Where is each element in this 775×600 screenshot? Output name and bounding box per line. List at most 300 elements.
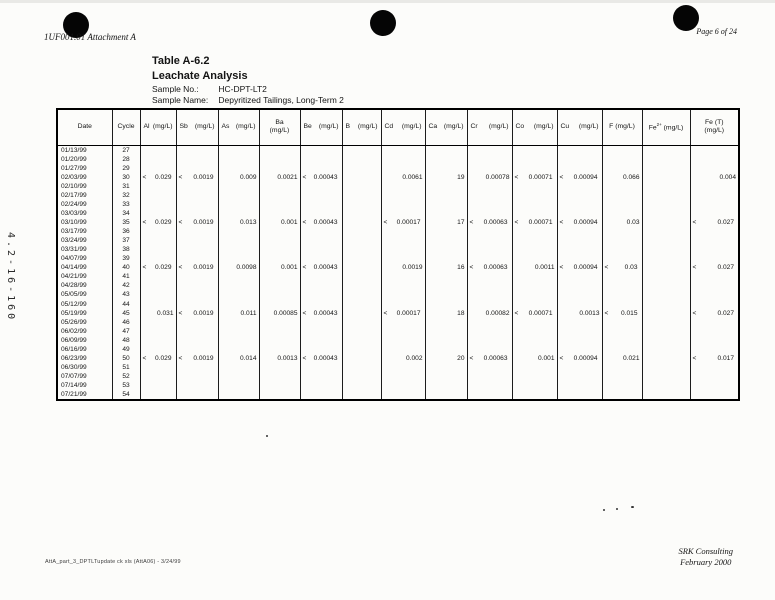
value-cell bbox=[381, 245, 425, 254]
value-cell: 0.031 bbox=[140, 309, 176, 318]
value-cell bbox=[381, 155, 425, 164]
value-cell bbox=[557, 390, 602, 400]
value-cell bbox=[690, 182, 739, 191]
value-cell bbox=[425, 318, 467, 327]
header-row bbox=[57, 109, 739, 145]
table-row bbox=[57, 300, 739, 309]
value-cell bbox=[642, 363, 690, 372]
leachate-analysis-table bbox=[56, 108, 740, 401]
table-row bbox=[57, 390, 739, 400]
value-cell bbox=[425, 245, 467, 254]
value-cell bbox=[300, 227, 342, 236]
value-cell bbox=[557, 191, 602, 200]
value-cell bbox=[218, 318, 259, 327]
value-cell bbox=[381, 200, 425, 209]
value-cell bbox=[300, 164, 342, 173]
value-cell bbox=[602, 155, 642, 164]
cycle-cell: 45 bbox=[112, 309, 140, 318]
scan-speck bbox=[266, 435, 268, 437]
footer-filename: AttA_part_3_DPTLTupdate ck xls (AttA06) - 3/24/99 bbox=[45, 559, 181, 565]
date-cell: 05/05/99 bbox=[61, 291, 87, 299]
value-cell: < 0.029 bbox=[140, 263, 176, 272]
value-cell bbox=[176, 209, 218, 218]
value-cell bbox=[690, 290, 739, 299]
value-cell bbox=[381, 372, 425, 381]
cycle-cell: 52 bbox=[112, 372, 140, 381]
value-cell bbox=[300, 345, 342, 354]
value-cell bbox=[342, 164, 381, 173]
value-cell bbox=[140, 345, 176, 354]
column-header: Co (mg/L) bbox=[512, 109, 557, 145]
value-cell bbox=[300, 300, 342, 309]
value-cell bbox=[140, 155, 176, 164]
date-cell: 05/12/99 bbox=[61, 300, 87, 308]
value-cell bbox=[512, 164, 557, 173]
value-cell bbox=[602, 290, 642, 299]
value-cell: < 0.03 bbox=[602, 263, 642, 272]
value-cell bbox=[690, 227, 739, 236]
value-cell bbox=[218, 254, 259, 263]
value-cell bbox=[176, 372, 218, 381]
column-header: Sb (mg/L) bbox=[176, 109, 218, 145]
value-cell bbox=[259, 182, 300, 191]
value-cell bbox=[176, 390, 218, 400]
date-cell: 03/03/99 bbox=[61, 209, 87, 217]
column-header: Date bbox=[57, 109, 112, 145]
value-cell bbox=[425, 191, 467, 200]
value-cell: < 0.027 bbox=[690, 309, 739, 318]
value-cell bbox=[467, 164, 512, 173]
value-cell bbox=[690, 209, 739, 218]
value-cell: 0.014 bbox=[218, 354, 259, 363]
value-cell: 0.0011 bbox=[512, 263, 557, 272]
value-cell: < 0.00043 bbox=[300, 173, 342, 182]
value-cell bbox=[218, 145, 259, 155]
table-row bbox=[57, 263, 739, 272]
value-cell: 0.001 bbox=[259, 218, 300, 227]
value-cell bbox=[342, 245, 381, 254]
value-cell bbox=[602, 363, 642, 372]
value-cell bbox=[557, 363, 602, 372]
value-cell bbox=[602, 390, 642, 400]
value-cell: 20 bbox=[425, 354, 467, 363]
value-cell bbox=[342, 227, 381, 236]
value-cell bbox=[425, 254, 467, 263]
value-cell bbox=[259, 345, 300, 354]
footer-date: February 2000 bbox=[680, 557, 732, 568]
cycle-cell: 42 bbox=[112, 281, 140, 290]
value-cell bbox=[381, 336, 425, 345]
hole-punch-icon bbox=[370, 10, 396, 36]
value-cell bbox=[425, 182, 467, 191]
value-cell bbox=[642, 327, 690, 336]
value-cell bbox=[381, 145, 425, 155]
value-cell bbox=[602, 336, 642, 345]
value-cell bbox=[512, 372, 557, 381]
value-cell bbox=[690, 372, 739, 381]
value-cell bbox=[342, 236, 381, 245]
value-cell: 18 bbox=[425, 309, 467, 318]
value-cell bbox=[642, 155, 690, 164]
cycle-cell: 47 bbox=[112, 327, 140, 336]
value-cell bbox=[512, 182, 557, 191]
date-cell: 06/02/99 bbox=[61, 327, 87, 335]
value-cell: < 0.029 bbox=[140, 354, 176, 363]
value-cell bbox=[602, 318, 642, 327]
value-cell bbox=[218, 182, 259, 191]
value-cell bbox=[467, 191, 512, 200]
value-cell bbox=[512, 363, 557, 372]
value-cell: < 0.00017 bbox=[381, 309, 425, 318]
value-cell bbox=[512, 200, 557, 209]
value-cell bbox=[602, 272, 642, 281]
value-cell: < 0.027 bbox=[690, 218, 739, 227]
value-cell bbox=[642, 354, 690, 363]
value-cell bbox=[467, 236, 512, 245]
value-cell: 17 bbox=[425, 218, 467, 227]
value-cell bbox=[300, 272, 342, 281]
value-cell: 0.066 bbox=[602, 173, 642, 182]
value-cell: < 0.0019 bbox=[176, 309, 218, 318]
value-cell bbox=[176, 290, 218, 299]
value-cell bbox=[218, 345, 259, 354]
cycle-cell: 54 bbox=[112, 390, 140, 400]
value-cell bbox=[381, 290, 425, 299]
value-cell bbox=[342, 309, 381, 318]
sample-no-label: Sample No.: bbox=[152, 84, 199, 95]
value-cell bbox=[690, 155, 739, 164]
value-cell bbox=[381, 191, 425, 200]
value-cell bbox=[512, 191, 557, 200]
value-cell bbox=[381, 209, 425, 218]
cycle-cell: 40 bbox=[112, 263, 140, 272]
value-cell bbox=[557, 381, 602, 390]
value-cell bbox=[342, 290, 381, 299]
cycle-cell: 29 bbox=[112, 164, 140, 173]
value-cell: 0.00085 bbox=[259, 309, 300, 318]
value-cell bbox=[425, 300, 467, 309]
column-header: Cd (mg/L) bbox=[381, 109, 425, 145]
table-row bbox=[57, 281, 739, 290]
value-cell bbox=[602, 236, 642, 245]
date-cell: 03/31/99 bbox=[61, 246, 87, 254]
value-cell bbox=[140, 318, 176, 327]
value-cell bbox=[642, 191, 690, 200]
table-row bbox=[57, 173, 739, 182]
value-cell bbox=[425, 390, 467, 400]
value-cell bbox=[512, 336, 557, 345]
table-row bbox=[57, 272, 739, 281]
value-cell bbox=[176, 363, 218, 372]
value-cell bbox=[140, 272, 176, 281]
value-cell bbox=[300, 281, 342, 290]
value-cell bbox=[467, 363, 512, 372]
table-row bbox=[57, 155, 739, 164]
value-cell bbox=[342, 200, 381, 209]
date-cell: 04/07/99 bbox=[61, 255, 87, 263]
value-cell bbox=[176, 145, 218, 155]
value-cell bbox=[218, 227, 259, 236]
column-header: Cr (mg/L) bbox=[467, 109, 512, 145]
table-row bbox=[57, 309, 739, 318]
value-cell bbox=[602, 164, 642, 173]
value-cell bbox=[140, 336, 176, 345]
value-cell: 0.009 bbox=[218, 173, 259, 182]
value-cell bbox=[342, 281, 381, 290]
value-cell bbox=[467, 300, 512, 309]
value-cell bbox=[140, 209, 176, 218]
date-cell: 02/24/99 bbox=[61, 200, 87, 208]
value-cell bbox=[557, 182, 602, 191]
value-cell bbox=[690, 390, 739, 400]
value-cell bbox=[342, 363, 381, 372]
value-cell: < 0.00017 bbox=[381, 218, 425, 227]
value-cell bbox=[218, 236, 259, 245]
value-cell bbox=[690, 145, 739, 155]
value-cell bbox=[140, 164, 176, 173]
column-header: Ca (mg/L) bbox=[425, 109, 467, 145]
cycle-cell: 50 bbox=[112, 354, 140, 363]
sample-no-value: HC-DPT-LT2 bbox=[218, 84, 267, 95]
value-cell bbox=[342, 173, 381, 182]
value-cell bbox=[342, 254, 381, 263]
cycle-cell: 34 bbox=[112, 209, 140, 218]
value-cell bbox=[642, 145, 690, 155]
value-cell bbox=[557, 272, 602, 281]
value-cell bbox=[512, 254, 557, 263]
value-cell bbox=[467, 381, 512, 390]
value-cell bbox=[690, 300, 739, 309]
value-cell bbox=[342, 372, 381, 381]
value-cell bbox=[300, 236, 342, 245]
value-cell: 0.03 bbox=[602, 218, 642, 227]
date-cell: 02/17/99 bbox=[61, 191, 87, 199]
table-row bbox=[57, 200, 739, 209]
value-cell bbox=[512, 390, 557, 400]
value-cell bbox=[176, 300, 218, 309]
value-cell bbox=[259, 145, 300, 155]
value-cell bbox=[342, 182, 381, 191]
value-cell bbox=[342, 345, 381, 354]
value-cell bbox=[425, 290, 467, 299]
value-cell bbox=[602, 191, 642, 200]
value-cell bbox=[425, 209, 467, 218]
value-cell bbox=[176, 227, 218, 236]
value-cell bbox=[557, 155, 602, 164]
value-cell bbox=[259, 381, 300, 390]
value-cell bbox=[140, 236, 176, 245]
value-cell bbox=[642, 300, 690, 309]
value-cell bbox=[557, 336, 602, 345]
sidebar-code: 4.2-16-160 bbox=[5, 232, 16, 323]
value-cell bbox=[690, 327, 739, 336]
value-cell bbox=[381, 381, 425, 390]
value-cell bbox=[300, 245, 342, 254]
value-cell: 0.0019 bbox=[381, 263, 425, 272]
table-row bbox=[57, 354, 739, 363]
table-body bbox=[57, 145, 739, 400]
value-cell bbox=[300, 363, 342, 372]
date-cell: 03/17/99 bbox=[61, 228, 87, 236]
value-cell bbox=[642, 318, 690, 327]
value-cell bbox=[300, 155, 342, 164]
value-cell bbox=[467, 290, 512, 299]
value-cell bbox=[512, 300, 557, 309]
value-cell bbox=[425, 372, 467, 381]
table-header bbox=[57, 109, 739, 145]
value-cell bbox=[140, 200, 176, 209]
attachment-label: 1UF001.01 Attachment A bbox=[44, 32, 136, 42]
value-cell: < 0.00043 bbox=[300, 263, 342, 272]
value-cell bbox=[512, 227, 557, 236]
value-cell bbox=[557, 327, 602, 336]
value-cell bbox=[176, 327, 218, 336]
value-cell bbox=[259, 164, 300, 173]
date-cell: 05/26/99 bbox=[61, 318, 87, 326]
date-cell: 07/07/99 bbox=[61, 373, 87, 381]
date-cell: 04/21/99 bbox=[61, 273, 87, 281]
value-cell bbox=[602, 281, 642, 290]
value-cell bbox=[642, 164, 690, 173]
cycle-cell: 51 bbox=[112, 363, 140, 372]
value-cell bbox=[642, 218, 690, 227]
value-cell: 0.0061 bbox=[381, 173, 425, 182]
value-cell bbox=[259, 390, 300, 400]
value-cell bbox=[300, 318, 342, 327]
value-cell bbox=[300, 145, 342, 155]
value-cell bbox=[642, 245, 690, 254]
value-cell bbox=[467, 155, 512, 164]
value-cell bbox=[176, 236, 218, 245]
value-cell bbox=[512, 145, 557, 155]
value-cell bbox=[300, 182, 342, 191]
value-cell bbox=[557, 200, 602, 209]
value-cell bbox=[425, 155, 467, 164]
value-cell bbox=[425, 236, 467, 245]
value-cell bbox=[300, 200, 342, 209]
cycle-cell: 32 bbox=[112, 191, 140, 200]
value-cell: 0.0013 bbox=[259, 354, 300, 363]
value-cell bbox=[259, 281, 300, 290]
value-cell bbox=[642, 290, 690, 299]
value-cell bbox=[425, 281, 467, 290]
value-cell bbox=[467, 318, 512, 327]
table-row bbox=[57, 372, 739, 381]
value-cell bbox=[467, 345, 512, 354]
value-cell bbox=[557, 236, 602, 245]
value-cell bbox=[176, 155, 218, 164]
value-cell bbox=[342, 327, 381, 336]
value-cell bbox=[381, 390, 425, 400]
value-cell bbox=[512, 381, 557, 390]
column-header: B (mg/L) bbox=[342, 109, 381, 145]
value-cell: < 0.017 bbox=[690, 354, 739, 363]
value-cell: < 0.00094 bbox=[557, 354, 602, 363]
value-cell bbox=[557, 245, 602, 254]
value-cell bbox=[259, 272, 300, 281]
value-cell: < 0.015 bbox=[602, 309, 642, 318]
value-cell bbox=[425, 336, 467, 345]
value-cell bbox=[602, 300, 642, 309]
column-header: Ba (mg/L) bbox=[259, 109, 300, 145]
value-cell bbox=[176, 245, 218, 254]
value-cell: < 0.00071 bbox=[512, 218, 557, 227]
value-cell bbox=[218, 390, 259, 400]
value-cell bbox=[642, 345, 690, 354]
cycle-cell: 46 bbox=[112, 318, 140, 327]
sample-name-value: Depyritized Tailings, Long-Term 2 bbox=[218, 95, 344, 106]
column-header: Al (mg/L) bbox=[140, 109, 176, 145]
column-header: As (mg/L) bbox=[218, 109, 259, 145]
table-row bbox=[57, 191, 739, 200]
value-cell bbox=[140, 290, 176, 299]
value-cell bbox=[342, 318, 381, 327]
sample-no-row bbox=[152, 84, 344, 95]
value-cell bbox=[140, 300, 176, 309]
value-cell bbox=[140, 381, 176, 390]
date-cell: 06/16/99 bbox=[61, 345, 87, 353]
value-cell bbox=[690, 164, 739, 173]
cycle-cell: 44 bbox=[112, 300, 140, 309]
value-cell bbox=[690, 272, 739, 281]
value-cell bbox=[467, 209, 512, 218]
value-cell bbox=[300, 327, 342, 336]
value-cell: 16 bbox=[425, 263, 467, 272]
date-cell: 07/21/99 bbox=[61, 391, 87, 399]
cycle-cell: 43 bbox=[112, 290, 140, 299]
value-cell bbox=[642, 281, 690, 290]
table-row bbox=[57, 363, 739, 372]
value-cell bbox=[140, 281, 176, 290]
value-cell bbox=[342, 272, 381, 281]
value-cell bbox=[218, 272, 259, 281]
value-cell bbox=[467, 145, 512, 155]
value-cell bbox=[218, 300, 259, 309]
date-cell: 03/24/99 bbox=[61, 237, 87, 245]
value-cell bbox=[690, 345, 739, 354]
value-cell: 0.00082 bbox=[467, 309, 512, 318]
value-cell: 0.002 bbox=[381, 354, 425, 363]
value-cell bbox=[176, 345, 218, 354]
value-cell bbox=[467, 336, 512, 345]
table-subtitle: Leachate Analysis bbox=[152, 69, 248, 82]
date-cell: 03/10/99 bbox=[61, 218, 87, 226]
value-cell bbox=[218, 200, 259, 209]
table-row bbox=[57, 145, 739, 155]
value-cell bbox=[342, 354, 381, 363]
value-cell bbox=[557, 145, 602, 155]
date-cell: 01/20/99 bbox=[61, 155, 87, 163]
value-cell bbox=[557, 318, 602, 327]
table-row bbox=[57, 318, 739, 327]
table-row bbox=[57, 182, 739, 191]
value-cell: 0.0021 bbox=[259, 173, 300, 182]
value-cell bbox=[642, 173, 690, 182]
value-cell bbox=[176, 200, 218, 209]
value-cell: < 0.0019 bbox=[176, 218, 218, 227]
value-cell bbox=[690, 281, 739, 290]
value-cell bbox=[218, 209, 259, 218]
value-cell bbox=[381, 327, 425, 336]
value-cell bbox=[259, 236, 300, 245]
value-cell bbox=[557, 300, 602, 309]
value-cell bbox=[557, 209, 602, 218]
value-cell bbox=[512, 281, 557, 290]
value-cell bbox=[690, 191, 739, 200]
value-cell bbox=[467, 372, 512, 381]
scan-speck bbox=[631, 506, 634, 508]
value-cell bbox=[512, 327, 557, 336]
